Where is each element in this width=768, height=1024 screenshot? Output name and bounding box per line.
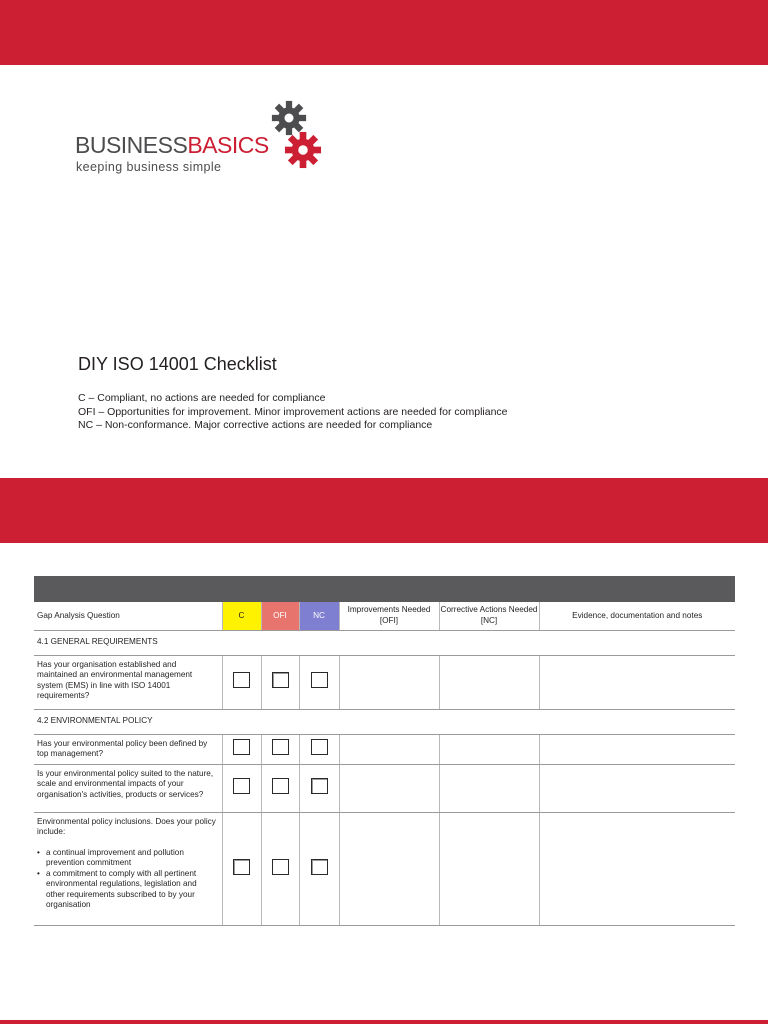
col-header-c: C — [222, 602, 261, 630]
c-checkbox[interactable] — [233, 672, 250, 688]
nc-cell — [299, 655, 339, 709]
ofi-cell — [261, 812, 299, 925]
legend-c: C – Compliant, no actions are needed for compliance — [78, 392, 326, 404]
question-text: Has your environmental policy been defined by top management? — [34, 734, 222, 764]
evidence-cell[interactable] — [539, 812, 735, 925]
improvements-cell[interactable] — [339, 764, 439, 812]
corrective-cell[interactable] — [439, 655, 539, 709]
evidence-cell[interactable] — [539, 764, 735, 812]
col-header-corrective: Corrective Actions Needed [NC] — [439, 602, 539, 630]
legend — [78, 392, 508, 433]
ofi-cell — [261, 734, 299, 764]
business-basics-logo — [75, 98, 335, 178]
legend-ofi: OFI – Opportunities for improvement. Minor improvement actions are needed for compliance — [78, 405, 508, 418]
corrective-cell[interactable] — [439, 764, 539, 812]
col-header-evidence: Evidence, documentation and notes — [539, 602, 735, 630]
list-item: • a commitment to comply with all pertinent environmental regulations, legislation and other requirements subscribed to by your organisation — [37, 869, 218, 911]
nc-cell — [299, 812, 339, 925]
question-text: Has your organisation established and maintained an environmental management system (EMS) in line with ISO 14001 requirements? — [34, 655, 222, 709]
logo-word-basics: BASICS — [187, 132, 269, 158]
improvements-cell[interactable] — [339, 734, 439, 764]
table-header-bar — [34, 576, 735, 602]
c-checkbox[interactable] — [233, 778, 250, 794]
list-item: • a continual improvement and pollution prevention commitment — [37, 848, 218, 869]
col-header-improvements: Improvements Needed [OFI] — [339, 602, 439, 630]
corrective-cell[interactable] — [439, 734, 539, 764]
improvements-cell[interactable] — [339, 655, 439, 709]
middle-banner — [0, 478, 768, 543]
column-header-row — [34, 602, 735, 630]
question-cell — [34, 812, 222, 925]
ofi-checkbox[interactable] — [272, 739, 289, 755]
corrective-cell[interactable] — [439, 812, 539, 925]
section-row — [34, 709, 735, 734]
document-title: DIY ISO 14001 Checklist — [78, 354, 277, 374]
question-text: Environmental policy inclusions. Does your policy include: — [37, 816, 216, 836]
c-checkbox[interactable] — [233, 739, 250, 755]
c-checkbox[interactable] — [233, 859, 250, 875]
improvements-cell[interactable] — [339, 812, 439, 925]
c-cell — [222, 734, 261, 764]
section-title: 4.2 ENVIRONMENTAL POLICY — [34, 709, 735, 734]
question-row — [34, 764, 735, 812]
question-row — [34, 812, 735, 925]
policy-inclusions-list — [37, 848, 218, 911]
nc-checkbox[interactable] — [311, 778, 328, 794]
top-banner — [0, 0, 768, 65]
col-header-question: Gap Analysis Question — [34, 602, 222, 630]
question-text: Is your environmental policy suited to the nature, scale and environmental impacts of your organisation's activities, products or services? — [34, 764, 222, 812]
nc-cell — [299, 764, 339, 812]
bottom-rule — [0, 1020, 768, 1024]
section-title: 4.1 GENERAL REQUIREMENTS — [34, 630, 735, 655]
c-cell — [222, 655, 261, 709]
logo-word-business: BUSINESS — [75, 132, 188, 158]
gap-analysis-table — [34, 602, 735, 926]
ofi-checkbox[interactable] — [272, 778, 289, 794]
question-row — [34, 655, 735, 709]
evidence-cell[interactable] — [539, 734, 735, 764]
col-header-nc: NC — [299, 602, 339, 630]
logo-tagline: keeping business simple — [76, 160, 222, 174]
nc-checkbox[interactable] — [311, 739, 328, 755]
evidence-cell[interactable] — [539, 655, 735, 709]
ofi-cell — [261, 655, 299, 709]
nc-cell — [299, 734, 339, 764]
ofi-checkbox[interactable] — [272, 672, 289, 688]
ofi-cell — [261, 764, 299, 812]
question-row — [34, 734, 735, 764]
logo-wordmark — [75, 132, 269, 159]
c-cell — [222, 764, 261, 812]
nc-checkbox[interactable] — [311, 859, 328, 875]
legend-nc: NC – Non-conformance. Major corrective actions are needed for compliance — [78, 419, 433, 431]
nc-checkbox[interactable] — [311, 672, 328, 688]
section-row — [34, 630, 735, 655]
c-cell — [222, 812, 261, 925]
gear-icon-red — [284, 131, 322, 169]
col-header-ofi: OFI — [261, 602, 299, 630]
ofi-checkbox[interactable] — [272, 859, 289, 875]
